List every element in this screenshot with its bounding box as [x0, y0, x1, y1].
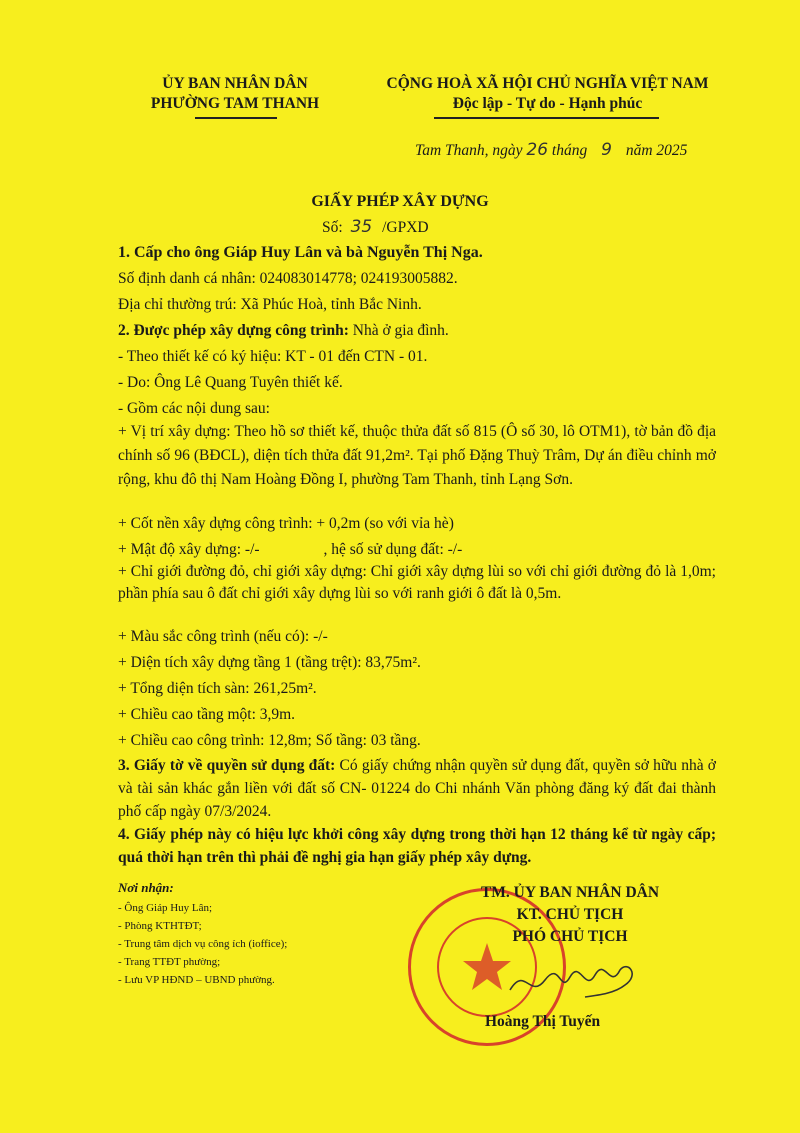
date-day: 26 [526, 140, 549, 160]
recipient-item: - Trang TTĐT phường; [118, 956, 221, 968]
section2-floor1-height: + Chiều cao tầng một: 3,9m. [118, 706, 296, 723]
issuer-name-line1: ỦY BAN NHÂN DÂN [162, 75, 308, 92]
section1-id: Số định danh cá nhân: 024083014778; 024193005882. [118, 270, 458, 287]
handwritten-signature [500, 955, 650, 1010]
signature-org: TM. ỦY BAN NHÂN DÂN [480, 884, 660, 901]
national-motto: Độc lập - Tự do - Hạnh phúc [452, 95, 643, 112]
section2-contents: - Gồm các nội dung sau: [118, 400, 270, 417]
section3 [118, 754, 716, 823]
land-use-coefficient: , hệ số sử dụng đất: -/- [323, 541, 463, 558]
document-title: GIẤY PHÉP XÂY DỰNG [311, 193, 489, 210]
number-suffix: /GPXD [382, 219, 429, 236]
issuer-name-line2: PHƯỜNG TAM THANH [150, 95, 320, 112]
signature-title: PHÓ CHỦ TỊCH [512, 928, 628, 945]
section2-title-bold: 2. Được phép xây dựng công trình: [118, 322, 349, 339]
number-prefix: Số: [322, 219, 343, 236]
section2-area-floor1: + Diện tích xây dựng tầng 1 (tầng trệt): 83,75m². [118, 654, 421, 671]
section2-building-height: + Chiều cao công trình: 12,8m; Số tầng: 03 tầng. [118, 732, 421, 749]
issue-date [415, 140, 687, 160]
section1-title: 1. Cấp cho ông Giáp Huy Lân và bà Nguyễn Thị Nga. [118, 244, 483, 261]
date-year: năm 2025 [625, 142, 688, 159]
signature-on-behalf: KT. CHỦ TỊCH [516, 906, 624, 923]
section2-title-rest: Nhà ở gia đình. [352, 322, 449, 339]
density-value: + Mật độ xây dựng: -/- [118, 541, 260, 558]
section2-foundation: + Cốt nền xây dựng công trình: + 0,2m (so với vỉa hè) [118, 515, 454, 532]
section2-design: - Theo thiết kế có ký hiệu: KT - 01 đến CTN - 01. [118, 348, 428, 365]
motto-underline [434, 117, 659, 119]
document-number [322, 217, 429, 237]
section1-address: Địa chỉ thường trú: Xã Phúc Hoà, tỉnh Bắc Ninh. [118, 296, 422, 313]
signer-name: Hoàng Thị Tuyến [485, 1013, 601, 1030]
section2-boundary: + Chỉ giới đường đỏ, chỉ giới xây dựng: Chỉ giới xây dựng lùi so với chỉ giới đường đỏ là 1,0m; phần phía sau ô đất chỉ giới xây dựng lùi so với ranh giới ô đất là 0,5m. [118, 563, 716, 602]
section2-designer: - Do: Ông Lê Quang Tuyên thiết kế. [118, 374, 343, 391]
section2-total-area: + Tổng diện tích sàn: 261,25m². [118, 680, 317, 697]
recipients-title: Nơi nhận: [118, 880, 174, 895]
date-month: 9 [601, 140, 612, 160]
section3-text: Có giấy chứng nhận quyền sử dụng đất, quyền sở hữu nhà ở và tài sản khác gắn liền với đất số CN- 01224 do Chi nhánh Văn phòng đăng ký đất đai thành phố cấp ngày 07/3/2024. [118, 757, 716, 820]
section2-color: + Màu sắc công trình (nếu có): -/- [118, 628, 328, 645]
section2-title [118, 322, 449, 340]
date-prefix: Tam Thanh, ngày [415, 142, 523, 159]
date-month-label: tháng [551, 142, 588, 159]
section2-density [118, 541, 462, 559]
section3-title: 3. Giấy tờ về quyền sử dụng đất: [118, 757, 336, 774]
recipient-item: - Ông Giáp Huy Lân; [118, 902, 213, 914]
section2-location: + Vị trí xây dựng: Theo hồ sơ thiết kế, thuộc thửa đất số 815 (Ô số 30, lô OTM1), tờ bản đồ địa chính số 96 (BĐCL), diện tích thửa đất 91,2m². Tại phố Đặng Thuỳ Trâm, Dự án điều chỉnh mở rộng, khu đô thị Nam Hoàng Đồng I, phường Tam Thanh, tỉnh Lạng Sơn. [118, 423, 716, 488]
recipient-item: - Phòng KTHTĐT; [118, 920, 202, 932]
section4: 4. Giấy phép này có hiệu lực khởi công xây dựng trong thời hạn 12 tháng kể từ ngày cấp; quá thời hạn trên thì phải đề nghị gia hạn giấy phép xây dựng. [118, 826, 716, 866]
national-title: CỘNG HOÀ XÃ HỘI CHỦ NGHĨA VIỆT NAM [386, 75, 709, 92]
recipient-item: - Lưu VP HĐND – UBND phường. [118, 974, 275, 986]
issuer-underline [195, 117, 277, 119]
number-value: 35 [350, 217, 373, 237]
recipient-item: - Trung tâm dịch vụ công ích (ioffice); [118, 938, 288, 950]
